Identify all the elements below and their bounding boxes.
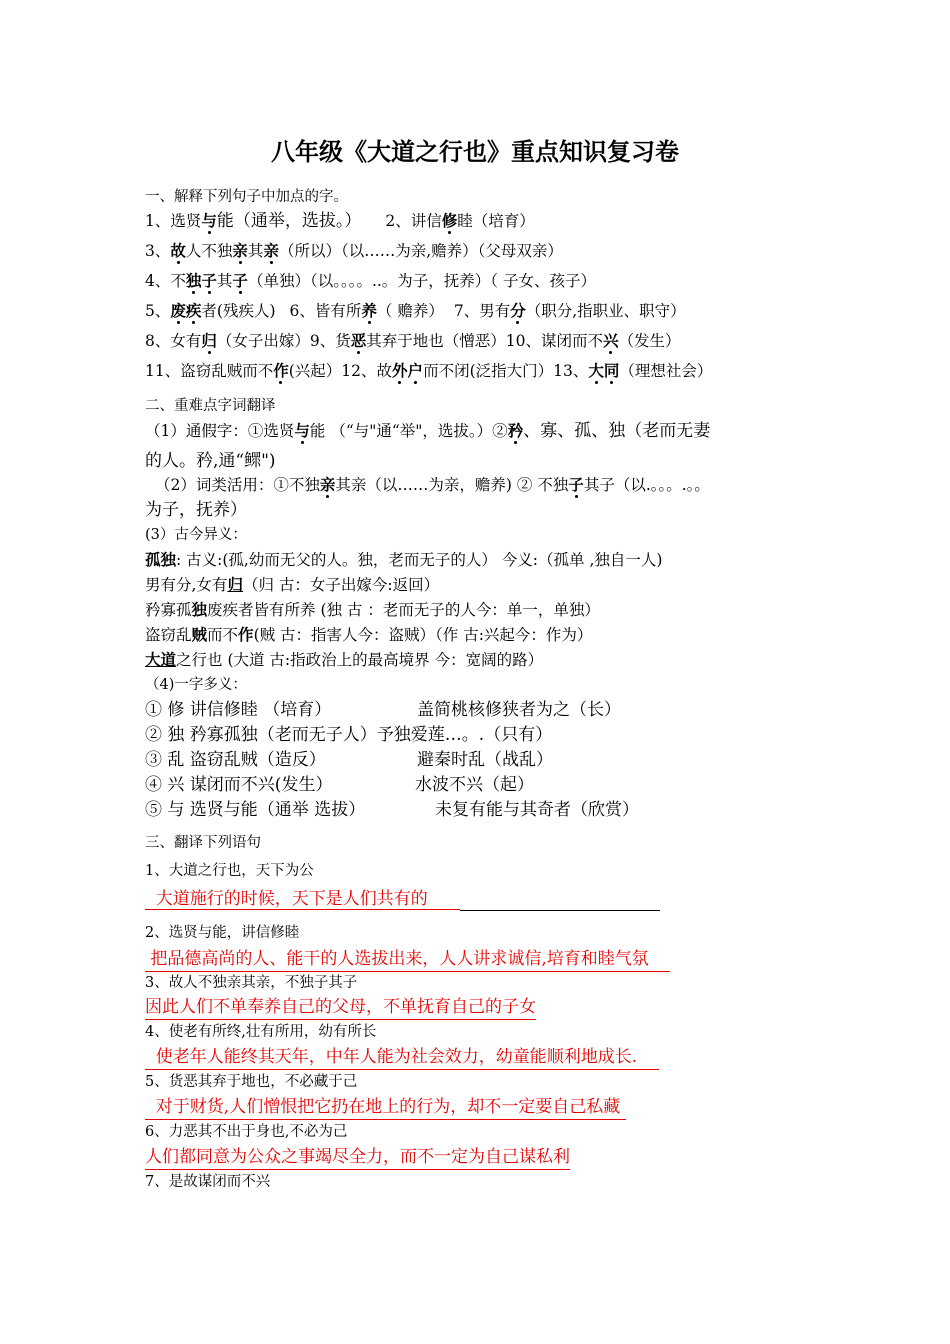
answer-1-line bbox=[145, 888, 660, 911]
tongjiazi-line-1: （1）通假字：①选贤与能 （“与"通“举"，选拔。）②矜、寡、孤、独（老而无妻 bbox=[145, 421, 711, 441]
dotted-char: 兴 bbox=[603, 332, 619, 350]
dotted-char: 废 bbox=[170, 302, 186, 320]
dotted-char: 外 bbox=[392, 362, 408, 380]
page-title: 八年级《大道之行也》重点知识复习卷 bbox=[271, 138, 679, 166]
duoyi-row-2: ② 独 矜寡孤独（老而无子人）予独爱莲…。.（只有） bbox=[145, 725, 553, 745]
gujin-row-4: 盗窃乱贼而不作(贼 古：指害人今：盗贼）（作 古:兴起今：作为） bbox=[145, 626, 593, 644]
dotted-char: 亲 bbox=[319, 476, 336, 494]
duoyi-heading: （4)一字多义： bbox=[145, 677, 247, 693]
dotted-char: 故 bbox=[170, 242, 186, 260]
dotted-char: 子 bbox=[201, 272, 217, 290]
question-5: 5、货恶其弃于地也，不必藏于己 bbox=[145, 1074, 358, 1090]
answer-6: 人们都同意为公众之事竭尽全力，而不一定为自己谋私利 bbox=[145, 1146, 570, 1170]
dotted-char: 独 bbox=[185, 272, 202, 290]
section-1-heading: 一、解释下列句子中加点的字。 bbox=[145, 189, 348, 205]
dotted-char: 疾 bbox=[185, 302, 202, 320]
answer-2: 把品德高尚的人、能干的人选拔出来，人人讲求诚信,培育和睦气氛 bbox=[145, 948, 670, 972]
gujin-row-3: 矜寡孤独废疾者皆有所养 (独 古 ：老而无子的人今：单一，单独） bbox=[145, 601, 600, 619]
dotted-char: 亲 bbox=[263, 242, 279, 260]
duoyi-row-3: ③ 乱 盗窃乱贼（造反） 避秦时乱（战乱） bbox=[145, 750, 553, 770]
answer-3: 因此人们不单奉养自己的父母，不单抚育自己的子女 bbox=[145, 996, 536, 1020]
gujin-heading: (3）古今异义： bbox=[145, 527, 247, 543]
item-5-7: 5、废疾者(残疾人) 6、皆有所养（ 赡养） 7、男有分（职分,指职业、职守） bbox=[145, 302, 686, 320]
question-1: 1、大道之行也，天下为公 bbox=[145, 863, 314, 879]
duoyi-row-4: ④ 兴 谋闭而不兴(发生） 水波不兴（起） bbox=[145, 775, 534, 795]
dotted-char: 作 bbox=[273, 362, 289, 380]
blank-line bbox=[460, 888, 660, 911]
gujin-row-1: 孤独: 古义:(孤,幼而无父的人。独，老而无子的人） 今义:（孤单 ,独自一人) bbox=[145, 551, 663, 569]
huolei-line-2: 为子，抚养） bbox=[145, 500, 247, 520]
dotted-char: 同 bbox=[603, 362, 620, 380]
dotted-char: 与 bbox=[294, 422, 310, 440]
item-1-2: 1、选贤与能（通举，选拔。） 2、讲信修睦（培育） bbox=[145, 211, 535, 231]
question-6: 6、力恶其不出于身也,不必为己 bbox=[145, 1124, 348, 1140]
item-8-10: 8、女有归（女子出嫁）9、货恶其弃于地也（憎恶）10、谋闭而不兴（发生） bbox=[145, 332, 681, 350]
answer-4: 使老年人能终其天年，中年人能为社会效力，幼童能顺利地成长. bbox=[145, 1046, 659, 1070]
dotted-char: 子 bbox=[568, 476, 584, 494]
dotted-char: 归 bbox=[201, 332, 217, 350]
dotted-char: 分 bbox=[510, 302, 526, 320]
dotted-char: 大 bbox=[588, 362, 604, 380]
gujin-row-2: 男有分,女有归（归 古：女子出嫁今:返回） bbox=[145, 576, 440, 594]
question-4: 4、使老有所终,壮有所用，幼有所长 bbox=[145, 1024, 377, 1040]
answer-5: 对于财货,人们憎恨把它扔在地上的行为，却不一定要自己私藏 bbox=[145, 1096, 626, 1120]
dotted-char: 户 bbox=[407, 362, 424, 380]
answer-1: 大道施行的时候，天下是人们共有的 bbox=[145, 889, 461, 909]
dotted-char: 恶 bbox=[350, 332, 367, 350]
question-2: 2、选贤与能，讲信修睦 bbox=[145, 925, 300, 941]
dotted-char: 亲 bbox=[232, 242, 248, 260]
section-3-heading: 三、翻译下列语句 bbox=[145, 835, 261, 851]
question-7: 7、是故谋闭而不兴 bbox=[145, 1174, 271, 1190]
duoyi-row-5: ⑤ 与 选贤与能（通举 选拔） 未复有能与其奇者（欣赏） bbox=[145, 800, 639, 820]
dotted-char: 养 bbox=[361, 302, 377, 320]
item-4: 4、不独子其子（单独）（以。。。。..。为子，抚养）（ 子女、孩子） bbox=[145, 272, 596, 290]
dotted-char: 矜 bbox=[507, 422, 524, 440]
gujin-row-5: 大道之行也 (大道 古:指政治上的最高境界 今：宽阔的路） bbox=[145, 651, 544, 669]
tongjiazi-line-2: 的人。矜,通“鳏") bbox=[145, 451, 276, 471]
question-3: 3、故人不独亲其亲，不独子其子 bbox=[145, 975, 358, 991]
item-11-13: 11、盗窃乱贼而不作(兴起）12、故外户而不闭(泛指大门）13、大同（理想社会） bbox=[145, 362, 713, 380]
section-2-heading: 二、重难点字词翻译 bbox=[145, 398, 276, 414]
item-3: 3、故人不独亲其亲（所以）（以……为亲,赡养）（父母双亲） bbox=[145, 242, 563, 260]
dotted-char: 修 bbox=[441, 212, 458, 230]
dotted-char: 子 bbox=[232, 272, 248, 290]
duoyi-row-1: ① 修 讲信修睦 （培育） 盖简桃核修狭者为之（长） bbox=[145, 700, 621, 720]
dotted-char: 与 bbox=[201, 212, 217, 230]
huolei-line-1: （2）词类活用：①不独亲其亲（以……为亲，赡养) ② 不独子其子（以.。。。.。。 bbox=[155, 476, 710, 494]
